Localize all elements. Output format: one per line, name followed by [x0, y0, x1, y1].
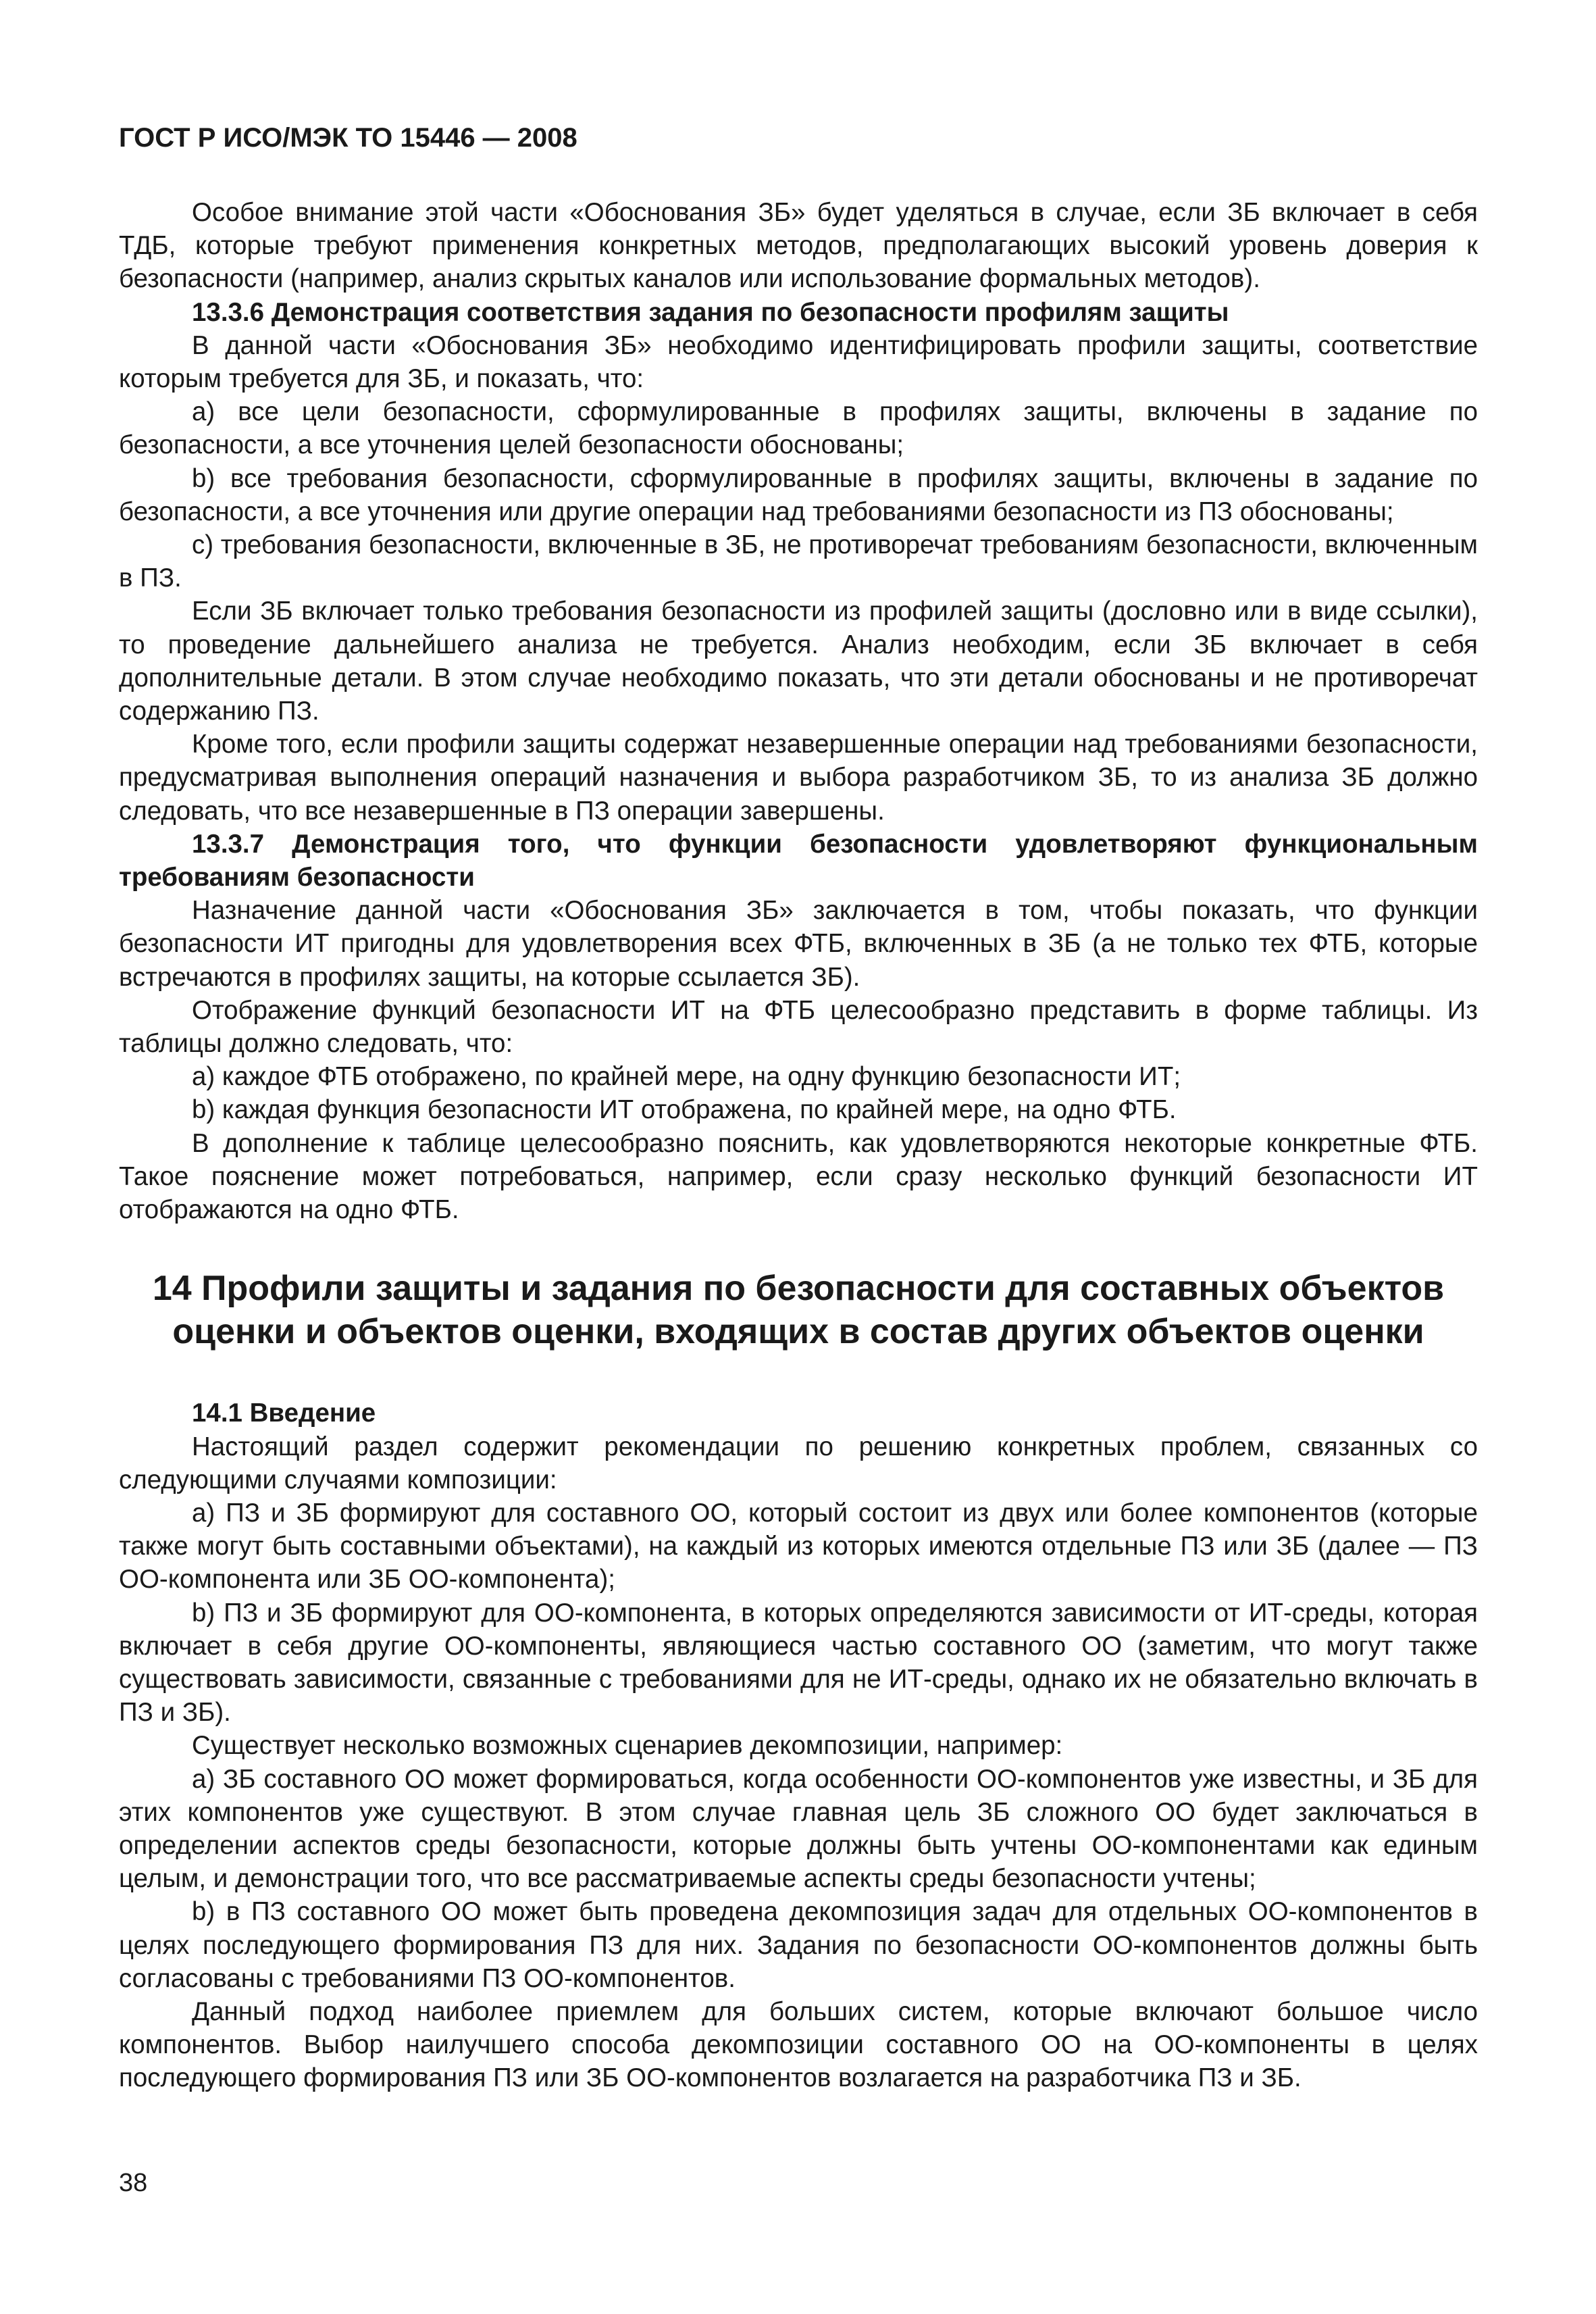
paragraph: Настоящий раздел содержит рекомендации по решению конкретных проблем, связанных со следующими случаями композиции: [119, 1432, 1478, 1494]
page-content [119, 196, 1478, 2095]
paragraph: Кроме того, если профили защиты содержат незавершенные операции над требованиями безопасности, предусматривая выполнения операций назначения и выбора разработчиком ЗБ, то из анализа ЗБ должно следовать, что все незавершенные в ПЗ операции завершены. [119, 730, 1478, 826]
paragraph: a) все цели безопасности, сформулированные в профилях защиты, включены в задание по безопасности, а все уточнения целей безопасности обоснованы; [119, 397, 1478, 460]
paragraph: a) каждое ФТБ отображено, по крайней мере, на одну функцию безопасности ИТ; [192, 1062, 1181, 1092]
paragraph: b) все требования безопасности, сформулированные в профилях защиты, включены в задание по безопасности, а все уточнения или другие операции над требованиями безопасности из ПЗ обоснованы; [119, 463, 1478, 526]
subsection-heading: 14.1 Введение [192, 1399, 376, 1428]
paragraph: Отображение функций безопасности ИТ на ФТБ целесообразно представить в форме таблицы. Из таблицы должно следовать, что: [119, 995, 1478, 1059]
page-header: ГОСТ Р ИСО/МЭК ТО 15446 — 2008 [119, 123, 577, 153]
paragraph: Данный подход наиболее приемлем для больших систем, которые включают большое число компонентов. Выбор наилучшего способа декомпозиции составного ОО на ОО-компоненты в целях последующего формирования ПЗ или ЗБ ОО-компонентов возлагается на разработчика ПЗ и ЗБ. [119, 1996, 1478, 2093]
paragraph: В дополнение к таблице целесообразно пояснить, как удовлетворяются некоторые конкретные ФТБ. Такое пояснение может потребоваться, например, если сразу несколько функций безопасности ИТ отображаются на одно ФТБ. [119, 1128, 1478, 1225]
paragraph: Если ЗБ включает только требования безопасности из профилей защиты (дословно или в виде ссылки), то проведение дальнейшего анализа не требуется. Анализ необходим, если ЗБ включает в себя дополнительные детали. В этом случае необходимо показать, что эти детали обоснованы и не противоречат содержанию ПЗ. [119, 597, 1478, 726]
paragraph: b) ПЗ и ЗБ формируют для ОО-компонента, в которых определяются зависимости от ИТ-среды, которая включает в себя другие ОО-компоненты, являющиеся частью составного ОО (заметим, что могут также существовать зависимости, связанные с требованиями для не ИТ-среды, однако их не обязательно включать в ПЗ и ЗБ). [119, 1598, 1478, 1728]
paragraph: В данной части «Обоснования ЗБ» необходимо идентифицировать профили защиты, соответствие которым требуется для ЗБ, и показать, что: [119, 330, 1478, 394]
blocks-after [119, 1397, 1478, 2094]
page-number: 38 [119, 2169, 148, 2197]
paragraph: Существует несколько возможных сценариев декомпозиции, например: [192, 1731, 1063, 1761]
paragraph: a) ЗБ составного ОО может формироваться, когда особенности ОО-компонентов уже известны, и ЗБ для этих компонентов уже существуют. В этом случае главная цель ЗБ сложного ОО будет заключаться в определении аспектов среды безопасности, которые должны быть учтены ОО-компонентами как единым целым, и демонстрации того, что все рассматриваемые аспекты среды безопасности учтены; [119, 1764, 1478, 1894]
subsection-heading: 13.3.6 Демонстрация соответствия задания по безопасности профилям защиты [192, 297, 1229, 327]
subsection-heading: 13.3.7 Демонстрация того, что функции безопасности удовлетворяют функциональным требованиям безопасности [119, 829, 1478, 892]
paragraph: a) ПЗ и ЗБ формируют для составного ОО, который состоит из двух или более компонентов (которые также могут быть составными объектами), на каждый из которых имеются отдельные ПЗ или ЗБ (далее — ПЗ ОО-компонента или ЗБ ОО-компонента); [119, 1498, 1478, 1594]
paragraph: b) каждая функция безопасности ИТ отображена, по крайней мере, на одно ФТБ. [192, 1095, 1177, 1125]
section-title: 14 Профили защиты и задания по безопасности для составных объектов оценки и объектов оценки, входящих в состав других объектов оценки [152, 1269, 1445, 1352]
paragraph: c) требования безопасности, включенные в ЗБ, не противоречат требованиям безопасности, включенным в ПЗ. [119, 530, 1478, 593]
paragraph: Особое внимание этой части «Обоснования ЗБ» будет уделяться в случае, если ЗБ включает в себя ТДБ, которые требуют применения конкретных методов, предполагающих высокий уровень доверия к безопасности (например, анализ скрытых каналов или использование формальных методов). [119, 198, 1478, 294]
paragraph: Назначение данной части «Обоснования ЗБ» заключается в том, чтобы показать, что функции безопасности ИТ пригодны для удовлетворения всех ФТБ, включенных в ЗБ (а не только тех ФТБ, которые встречаются в профилях защиты, на которые ссылается ЗБ). [119, 896, 1478, 992]
paragraph: b) в ПЗ составного ОО может быть проведена декомпозиция задач для отдельных ОО-компонентов в целях последующего формирования ПЗ для них. Задания по безопасности ОО-компонентов должны быть согласованы с требованиями ПЗ ОО-компонентов. [119, 1897, 1478, 1993]
blocks-before [119, 196, 1478, 1226]
